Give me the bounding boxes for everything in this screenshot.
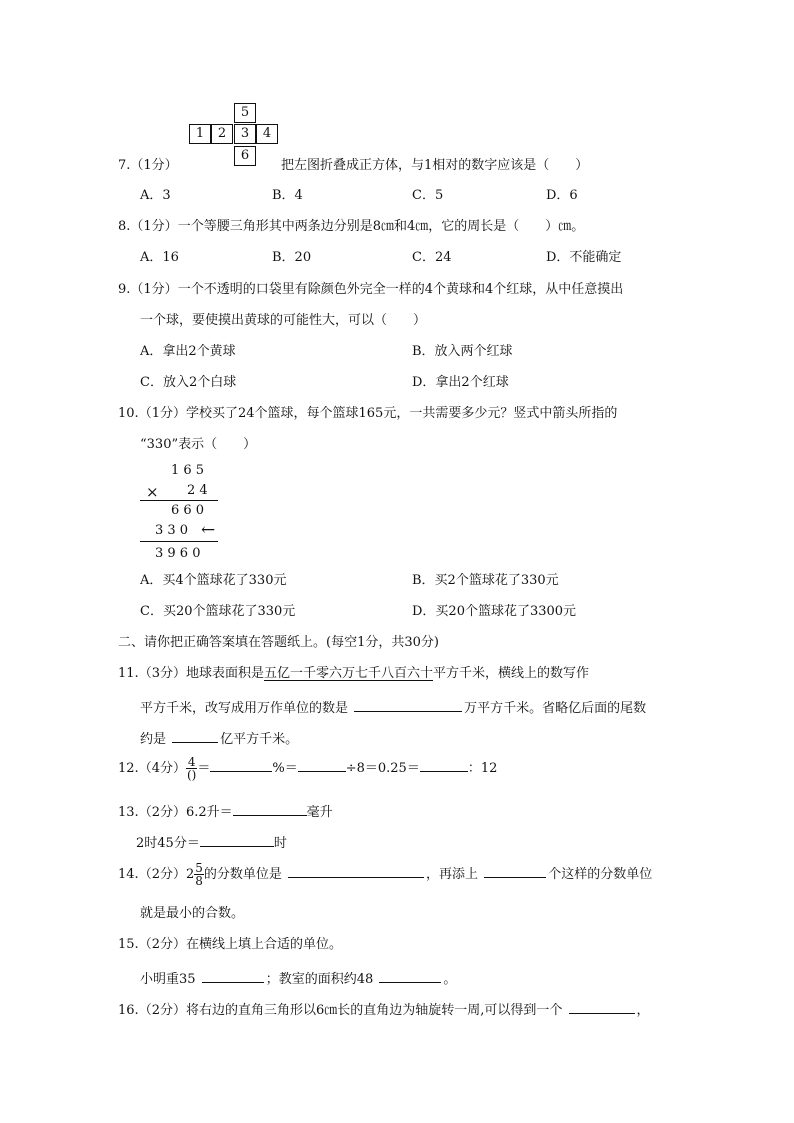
q14-line2: 就是最小的合数。: [140, 906, 245, 921]
q10-option-c[interactable]: C．买20个篮球花了330元: [140, 604, 296, 619]
q14-blank-count[interactable]: [484, 863, 546, 878]
q11-number: 11.: [118, 666, 139, 681]
q10-line2: “330”表示（ ）: [140, 437, 257, 452]
q13-a-pre: 6.2升＝: [185, 805, 233, 820]
q9-option-b[interactable]: B．放入两个红球: [412, 344, 513, 359]
net-cell-2: 2: [211, 124, 233, 144]
q13-score: （2分）: [138, 805, 186, 820]
q11-score: （3分）: [138, 666, 186, 681]
q7-line: [118, 158, 178, 174]
q15-score: （2分）: [138, 937, 186, 952]
q7-option-a[interactable]: A．3: [140, 188, 171, 203]
calc-row-330: 3 3 0: [155, 523, 189, 538]
net-cell-5: 5: [234, 103, 256, 123]
q15-mid: ；教室的面积约48: [265, 972, 374, 987]
q9-option-d[interactable]: D．拿出2个红球: [412, 375, 509, 390]
q8-option-b[interactable]: B．20: [272, 250, 312, 265]
q13-blank-hour[interactable]: [200, 832, 274, 847]
q12-blank-1[interactable]: [210, 757, 272, 772]
q8-text: 一个等腰三角形其中两条边分别是8㎝和4㎝，它的周长是（ ）㎝。: [177, 219, 585, 234]
q11-line3b: 亿平方千米。: [220, 732, 299, 747]
q13-b-post: 时: [273, 836, 287, 851]
net-cell-1: 1: [189, 124, 211, 144]
q16-number: 16.: [118, 1003, 139, 1018]
q12-div: ÷8＝0.25＝: [345, 761, 420, 776]
q15-line2: [140, 968, 456, 988]
q9-number: 9.: [118, 282, 131, 297]
calc-rule-1: [140, 500, 218, 501]
net-cell-4: 4: [256, 124, 278, 144]
q12-frac-num: 4: [187, 755, 196, 769]
q14-whole: 2: [185, 867, 195, 882]
arrow-left-icon: ←: [201, 520, 216, 540]
q14-fraction: [194, 862, 204, 887]
q9-line2: 一个球，要使摸出黄球的可能性大，可以（ ）: [140, 313, 427, 328]
q12-fraction: [186, 756, 197, 781]
q14-frac-num: 5: [195, 861, 203, 875]
q11-post: 平方千米，横线上的数写作: [433, 666, 590, 681]
q9-option-c[interactable]: C．放入2个白球: [140, 375, 237, 390]
q14-frac-den: 8: [195, 874, 203, 888]
calc-row-165: 1 6 5: [171, 463, 205, 478]
q7-text: 把左图折叠成正方体，与1相对的数字应该是（ ）: [281, 158, 589, 173]
q12-ratio: ：12: [467, 761, 498, 776]
q12-blank-2[interactable]: [298, 757, 346, 772]
q9-line1: [118, 282, 623, 298]
section-2-title: 二、请你把正确答案填在答题纸上。(每空1分，共30分): [118, 635, 439, 650]
q12-blank-3[interactable]: [420, 757, 468, 772]
q13-a-post: 毫升: [306, 805, 333, 820]
q15-text: 在横线上填上合适的单位。: [185, 937, 342, 952]
q8-line: [118, 219, 584, 235]
q12-line: [118, 754, 497, 784]
q9-score: （1分）: [130, 282, 178, 297]
calc-row-3960: 3 9 6 0: [155, 546, 201, 561]
q11-blank-yi[interactable]: [172, 728, 218, 743]
q15-end: 。: [443, 972, 457, 987]
q16-score: （2分）: [138, 1003, 186, 1018]
q14-text3: 个这样的分数单位: [548, 867, 653, 882]
calc-times-sign: ×: [146, 483, 159, 501]
q10-text1: 学校买了24个篮球，每个篮球165元，一共需要多少元？竖式中箭头所指的: [185, 406, 618, 421]
q16-text: 将右边的直角三角形以6㎝长的直角边为轴旋转一周,可以得到一个: [185, 1003, 563, 1018]
net-cell-3: 3: [234, 124, 256, 144]
q7-option-d[interactable]: D．6: [546, 188, 578, 203]
q11-line3: [140, 728, 298, 748]
q11-line2: [140, 697, 646, 717]
q7-score: （1分）: [130, 158, 178, 173]
q15-a-pre: 小明重35: [140, 972, 196, 987]
q13-b-pre: 2时45分＝: [136, 836, 200, 851]
q16-blank-solid[interactable]: [569, 999, 635, 1014]
q14-number: 14.: [118, 867, 139, 882]
q14-line1: [118, 860, 652, 890]
q10-option-b[interactable]: B．买2个篮球花了330元: [412, 573, 559, 588]
q13-line2: [136, 832, 287, 852]
q8-option-a[interactable]: A．16: [140, 250, 179, 265]
q9-text1: 一个不透明的口袋里有除颜色外完全一样的4个黄球和4个红球，从中任意摸出: [177, 282, 624, 297]
q12-score: （4分）: [138, 761, 186, 776]
q15-number: 15.: [118, 937, 139, 952]
q8-option-d[interactable]: D．不能确定: [546, 250, 622, 265]
q12-frac-den[interactable]: (): [186, 768, 197, 782]
q7-option-b[interactable]: B．4: [272, 188, 303, 203]
q14-text1: 的分数单位是: [203, 867, 282, 882]
q10-line1: [118, 406, 617, 422]
q13-blank-ml[interactable]: [233, 801, 307, 816]
q8-number: 8.: [118, 219, 131, 234]
q10-option-a[interactable]: A．买4个篮球花了330元: [140, 573, 287, 588]
calc-row-660: 6 6 0: [171, 503, 205, 518]
q12-number: 12.: [118, 761, 139, 776]
calc-row-24: 2 4: [187, 483, 208, 498]
q10-number: 10.: [118, 406, 139, 421]
q16-end: ，: [636, 1003, 650, 1018]
q12-eq: ＝: [197, 761, 211, 776]
q11-pre: 地球表面积是: [185, 666, 264, 681]
q14-text2: ，再添上: [426, 867, 479, 882]
net-cell-6: 6: [234, 146, 256, 166]
q7-option-c[interactable]: C．5: [412, 188, 444, 203]
q13-number: 13.: [118, 805, 139, 820]
q11-line3a: 约是: [140, 732, 167, 747]
q13-line1: [118, 801, 333, 821]
q15-blank-area[interactable]: [379, 968, 441, 983]
q9-option-a[interactable]: A．拿出2个黄球: [140, 344, 236, 359]
q12-pct: %＝: [272, 761, 298, 776]
q10-option-d[interactable]: D．买20个篮球花了3300元: [412, 604, 577, 619]
q7-number: 7.: [118, 158, 131, 173]
q15-blank-weight[interactable]: [202, 968, 264, 983]
q11-line2a: 平方千米，改写成用万作单位的数是: [140, 701, 349, 716]
q14-score: （2分）: [138, 867, 186, 882]
q8-score: （1分）: [130, 219, 178, 234]
q14-blank-unit[interactable]: [288, 863, 424, 878]
q16-line1: [118, 999, 650, 1019]
calc-rule-2: [140, 541, 218, 542]
q11-underlined-number: 五亿一千零六万七千八百六十: [263, 666, 433, 681]
q11-line2b: 万平方千米。省略亿后面的尾数: [464, 701, 647, 716]
q11-line1: [118, 666, 589, 682]
q10-score: （1分）: [138, 406, 186, 421]
q11-blank-wan[interactable]: [354, 697, 462, 712]
q15-line1: [118, 937, 342, 953]
q8-option-c[interactable]: C．24: [412, 250, 452, 265]
